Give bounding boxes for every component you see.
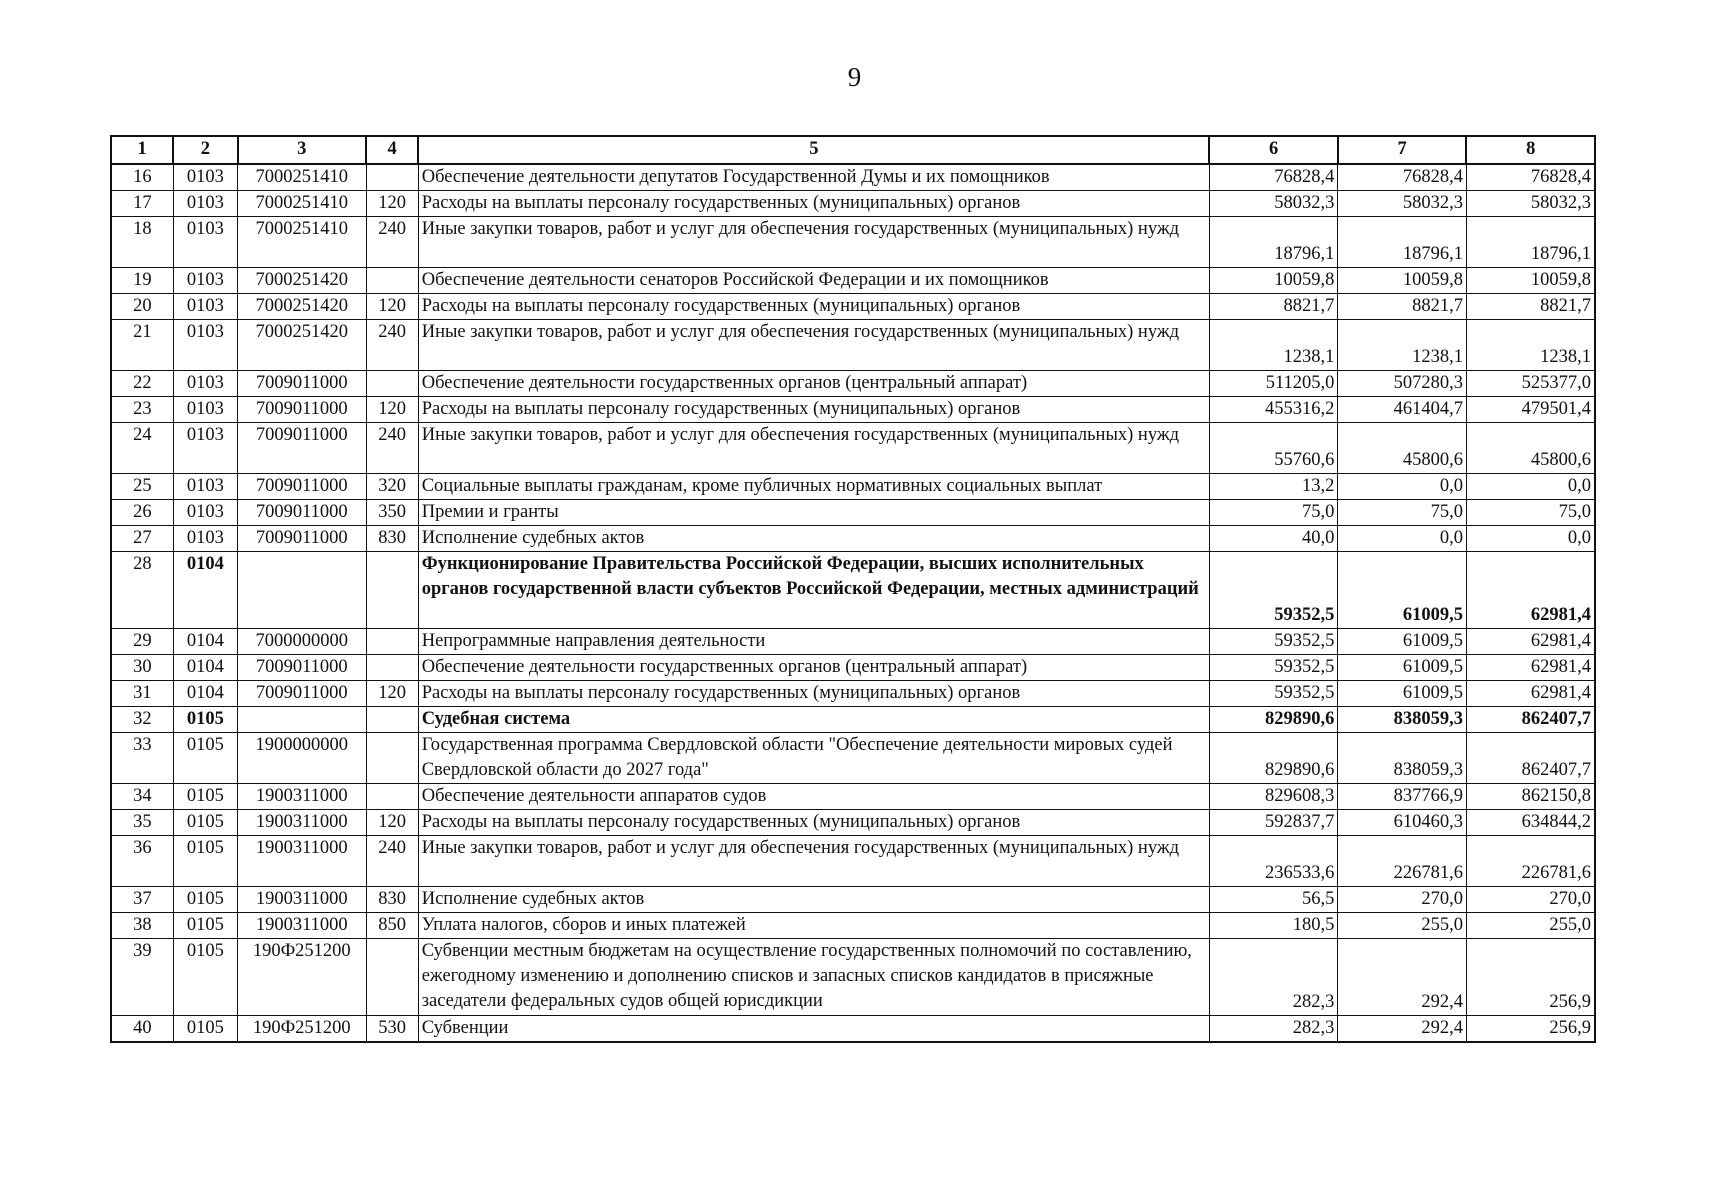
section-code: 0104 — [173, 629, 237, 655]
item-name: Уплата налогов, сборов и иных платежей — [418, 913, 1209, 939]
item-name: Обеспечение деятельности сенаторов Российской Федерации и их помощников — [418, 268, 1209, 294]
section-code: 0105 — [173, 913, 237, 939]
amount-col-6: 59352,5 — [1209, 552, 1338, 629]
row-number: 26 — [111, 500, 173, 526]
item-name: Обеспечение деятельности государственных органов (центральный аппарат) — [418, 655, 1209, 681]
table-row — [111, 939, 1595, 1016]
amount-col-8: 255,0 — [1466, 913, 1595, 939]
amount-col-8: 479501,4 — [1466, 397, 1595, 423]
expense-type — [366, 655, 418, 681]
amount-col-7: 507280,3 — [1338, 371, 1467, 397]
target-code — [238, 552, 367, 629]
expense-type: 240 — [366, 836, 418, 887]
row-number: 18 — [111, 217, 173, 268]
table-row — [111, 552, 1595, 629]
target-code: 1900311000 — [238, 810, 367, 836]
amount-col-6: 236533,6 — [1209, 836, 1338, 887]
header-col-3: 3 — [238, 136, 367, 164]
amount-col-8: 862407,7 — [1466, 733, 1595, 784]
section-code: 0105 — [173, 733, 237, 784]
page-number: 9 — [847, 62, 862, 92]
table-row — [111, 836, 1595, 887]
item-name: Расходы на выплаты персоналу государственных (муниципальных) органов — [418, 397, 1209, 423]
row-number: 40 — [111, 1016, 173, 1043]
row-number: 32 — [111, 707, 173, 733]
amount-col-8: 58032,3 — [1466, 191, 1595, 217]
target-code: 7009011000 — [238, 371, 367, 397]
section-code: 0105 — [173, 887, 237, 913]
amount-col-7: 610460,3 — [1338, 810, 1467, 836]
amount-col-7: 255,0 — [1338, 913, 1467, 939]
amount-col-8: 634844,2 — [1466, 810, 1595, 836]
amount-col-7: 0,0 — [1338, 474, 1467, 500]
amount-col-8: 62981,4 — [1466, 552, 1595, 629]
table-row — [111, 913, 1595, 939]
amount-col-6: 592837,7 — [1209, 810, 1338, 836]
section-code: 0105 — [173, 939, 237, 1016]
target-code: 1900311000 — [238, 887, 367, 913]
item-name: Иные закупки товаров, работ и услуг для обеспечения государственных (муниципальных) нужд — [418, 423, 1209, 474]
table-row — [111, 887, 1595, 913]
amount-col-8: 0,0 — [1466, 526, 1595, 552]
amount-col-8: 10059,8 — [1466, 268, 1595, 294]
amount-col-8: 76828,4 — [1466, 164, 1595, 191]
amount-col-7: 837766,9 — [1338, 784, 1467, 810]
target-code: 1900000000 — [238, 733, 367, 784]
amount-col-6: 10059,8 — [1209, 268, 1338, 294]
target-code: 7009011000 — [238, 397, 367, 423]
expense-type: 850 — [366, 913, 418, 939]
target-code: 7000251420 — [238, 268, 367, 294]
header-col-1: 1 — [111, 136, 173, 164]
row-number: 30 — [111, 655, 173, 681]
expense-type: 120 — [366, 397, 418, 423]
item-name: Государственная программа Свердловской области "Обеспечение деятельности мировых судей Свердловской области до 2027 года" — [418, 733, 1209, 784]
amount-col-8: 525377,0 — [1466, 371, 1595, 397]
header-col-4: 4 — [366, 136, 418, 164]
expense-type: 120 — [366, 681, 418, 707]
item-name: Расходы на выплаты персоналу государственных (муниципальных) органов — [418, 681, 1209, 707]
row-number: 25 — [111, 474, 173, 500]
expense-type — [366, 707, 418, 733]
amount-col-8: 62981,4 — [1466, 629, 1595, 655]
table-row — [111, 191, 1595, 217]
section-code: 0105 — [173, 810, 237, 836]
table-row — [111, 397, 1595, 423]
row-number: 31 — [111, 681, 173, 707]
item-name: Расходы на выплаты персоналу государственных (муниципальных) органов — [418, 810, 1209, 836]
section-code: 0103 — [173, 217, 237, 268]
amount-col-7: 292,4 — [1338, 1016, 1467, 1043]
row-number: 16 — [111, 164, 173, 191]
header-col-2: 2 — [173, 136, 237, 164]
section-code: 0103 — [173, 268, 237, 294]
row-number: 19 — [111, 268, 173, 294]
item-name: Иные закупки товаров, работ и услуг для обеспечения государственных (муниципальных) нужд — [418, 217, 1209, 268]
expense-type: 830 — [366, 887, 418, 913]
section-code: 0105 — [173, 784, 237, 810]
amount-col-6: 40,0 — [1209, 526, 1338, 552]
amount-col-6: 180,5 — [1209, 913, 1338, 939]
amount-col-6: 455316,2 — [1209, 397, 1338, 423]
target-code: 1900311000 — [238, 836, 367, 887]
item-name: Исполнение судебных актов — [418, 526, 1209, 552]
amount-col-7: 45800,6 — [1338, 423, 1467, 474]
expense-type: 240 — [366, 423, 418, 474]
table-row — [111, 423, 1595, 474]
item-name: Функционирование Правительства Российской Федерации, высших исполнительных органов государственной власти субъектов Российской Федерации, местных администраций — [418, 552, 1209, 629]
target-code: 1900311000 — [238, 784, 367, 810]
amount-col-7: 0,0 — [1338, 526, 1467, 552]
section-code: 0103 — [173, 474, 237, 500]
target-code: 7000251410 — [238, 164, 367, 191]
item-name: Субвенции местным бюджетам на осуществление государственных полномочий по составлению, ежегодному изменению и дополнению списков и запасных списков кандидатов в присяжные заседатели федеральных судов общей юрисдикции — [418, 939, 1209, 1016]
expense-type — [366, 164, 418, 191]
header-row — [111, 136, 1595, 164]
section-code: 0105 — [173, 1016, 237, 1043]
expense-type: 530 — [366, 1016, 418, 1043]
header-col-7: 7 — [1338, 136, 1467, 164]
table-row — [111, 474, 1595, 500]
amount-col-7: 61009,5 — [1338, 552, 1467, 629]
row-number: 17 — [111, 191, 173, 217]
target-code: 7009011000 — [238, 423, 367, 474]
item-name: Обеспечение деятельности аппаратов судов — [418, 784, 1209, 810]
amount-col-6: 59352,5 — [1209, 629, 1338, 655]
section-code: 0103 — [173, 191, 237, 217]
expense-type — [366, 733, 418, 784]
section-code: 0103 — [173, 526, 237, 552]
row-number: 29 — [111, 629, 173, 655]
amount-col-7: 292,4 — [1338, 939, 1467, 1016]
section-code: 0103 — [173, 423, 237, 474]
row-number: 22 — [111, 371, 173, 397]
table-body — [111, 164, 1595, 1042]
amount-col-7: 10059,8 — [1338, 268, 1467, 294]
section-code: 0104 — [173, 681, 237, 707]
amount-col-7: 61009,5 — [1338, 629, 1467, 655]
header-col-6: 6 — [1209, 136, 1338, 164]
amount-col-6: 511205,0 — [1209, 371, 1338, 397]
amount-col-8: 75,0 — [1466, 500, 1595, 526]
table-row — [111, 320, 1595, 371]
amount-col-7: 270,0 — [1338, 887, 1467, 913]
expense-type — [366, 268, 418, 294]
row-number: 35 — [111, 810, 173, 836]
row-number: 28 — [111, 552, 173, 629]
amount-col-6: 18796,1 — [1209, 217, 1338, 268]
amount-col-6: 829890,6 — [1209, 707, 1338, 733]
amount-col-6: 829890,6 — [1209, 733, 1338, 784]
table-row — [111, 655, 1595, 681]
budget-table — [110, 135, 1596, 1043]
row-number: 23 — [111, 397, 173, 423]
expense-type: 350 — [366, 500, 418, 526]
amount-col-8: 62981,4 — [1466, 655, 1595, 681]
section-code: 0103 — [173, 397, 237, 423]
target-code: 7009011000 — [238, 526, 367, 552]
amount-col-6: 282,3 — [1209, 939, 1338, 1016]
item-name: Иные закупки товаров, работ и услуг для обеспечения государственных (муниципальных) нужд — [418, 320, 1209, 371]
amount-col-8: 0,0 — [1466, 474, 1595, 500]
target-code: 7009011000 — [238, 474, 367, 500]
amount-col-7: 838059,3 — [1338, 707, 1467, 733]
row-number: 36 — [111, 836, 173, 887]
table-row — [111, 500, 1595, 526]
item-name: Непрограммные направления деятельности — [418, 629, 1209, 655]
amount-col-6: 76828,4 — [1209, 164, 1338, 191]
amount-col-7: 61009,5 — [1338, 681, 1467, 707]
row-number: 37 — [111, 887, 173, 913]
row-number: 39 — [111, 939, 173, 1016]
amount-col-6: 75,0 — [1209, 500, 1338, 526]
section-code: 0103 — [173, 294, 237, 320]
target-code: 7009011000 — [238, 681, 367, 707]
amount-col-8: 45800,6 — [1466, 423, 1595, 474]
amount-col-8: 226781,6 — [1466, 836, 1595, 887]
item-name: Обеспечение деятельности государственных органов (центральный аппарат) — [418, 371, 1209, 397]
amount-col-6: 8821,7 — [1209, 294, 1338, 320]
amount-col-8: 256,9 — [1466, 1016, 1595, 1043]
table-row — [111, 217, 1595, 268]
item-name: Социальные выплаты гражданам, кроме публичных нормативных социальных выплат — [418, 474, 1209, 500]
expense-type: 120 — [366, 294, 418, 320]
amount-col-6: 56,5 — [1209, 887, 1338, 913]
section-code: 0103 — [173, 320, 237, 371]
table-row — [111, 294, 1595, 320]
item-name: Расходы на выплаты персоналу государственных (муниципальных) органов — [418, 191, 1209, 217]
expense-type — [366, 371, 418, 397]
item-name: Судебная система — [418, 707, 1209, 733]
item-name: Расходы на выплаты персоналу государственных (муниципальных) органов — [418, 294, 1209, 320]
amount-col-7: 76828,4 — [1338, 164, 1467, 191]
section-code: 0103 — [173, 371, 237, 397]
amount-col-7: 226781,6 — [1338, 836, 1467, 887]
target-code: 7000251410 — [238, 217, 367, 268]
amount-col-8: 256,9 — [1466, 939, 1595, 1016]
target-code: 190Ф251200 — [238, 1016, 367, 1043]
section-code: 0105 — [173, 707, 237, 733]
section-code: 0103 — [173, 164, 237, 191]
item-name: Субвенции — [418, 1016, 1209, 1043]
amount-col-7: 838059,3 — [1338, 733, 1467, 784]
expense-type: 120 — [366, 810, 418, 836]
amount-col-6: 829608,3 — [1209, 784, 1338, 810]
target-code: 190Ф251200 — [238, 939, 367, 1016]
table-row — [111, 810, 1595, 836]
target-code: 7009011000 — [238, 500, 367, 526]
table-row — [111, 784, 1595, 810]
expense-type: 320 — [366, 474, 418, 500]
amount-col-7: 75,0 — [1338, 500, 1467, 526]
amount-col-6: 282,3 — [1209, 1016, 1338, 1043]
amount-col-7: 8821,7 — [1338, 294, 1467, 320]
amount-col-8: 8821,7 — [1466, 294, 1595, 320]
table-row — [111, 681, 1595, 707]
target-code: 1900311000 — [238, 913, 367, 939]
amount-col-8: 18796,1 — [1466, 217, 1595, 268]
table-row — [111, 733, 1595, 784]
item-name: Обеспечение деятельности депутатов Государственной Думы и их помощников — [418, 164, 1209, 191]
target-code: 7000251410 — [238, 191, 367, 217]
amount-col-7: 18796,1 — [1338, 217, 1467, 268]
table-row — [111, 629, 1595, 655]
table-row — [111, 526, 1595, 552]
amount-col-7: 58032,3 — [1338, 191, 1467, 217]
header-col-5: 5 — [418, 136, 1209, 164]
expense-type — [366, 939, 418, 1016]
amount-col-7: 461404,7 — [1338, 397, 1467, 423]
item-name: Премии и гранты — [418, 500, 1209, 526]
target-code: 7000000000 — [238, 629, 367, 655]
target-code: 7009011000 — [238, 655, 367, 681]
table-row — [111, 164, 1595, 191]
amount-col-7: 61009,5 — [1338, 655, 1467, 681]
row-number: 24 — [111, 423, 173, 474]
amount-col-8: 862150,8 — [1466, 784, 1595, 810]
row-number: 34 — [111, 784, 173, 810]
item-name: Иные закупки товаров, работ и услуг для обеспечения государственных (муниципальных) нужд — [418, 836, 1209, 887]
target-code — [238, 707, 367, 733]
amount-col-7: 1238,1 — [1338, 320, 1467, 371]
row-number: 38 — [111, 913, 173, 939]
expense-type: 120 — [366, 191, 418, 217]
amount-col-6: 55760,6 — [1209, 423, 1338, 474]
amount-col-6: 13,2 — [1209, 474, 1338, 500]
amount-col-8: 270,0 — [1466, 887, 1595, 913]
amount-col-8: 1238,1 — [1466, 320, 1595, 371]
section-code: 0104 — [173, 655, 237, 681]
amount-col-6: 59352,5 — [1209, 655, 1338, 681]
expense-type: 240 — [366, 217, 418, 268]
amount-col-6: 59352,5 — [1209, 681, 1338, 707]
expense-type — [366, 784, 418, 810]
row-number: 21 — [111, 320, 173, 371]
section-code: 0105 — [173, 836, 237, 887]
expense-type — [366, 629, 418, 655]
header-col-8: 8 — [1466, 136, 1595, 164]
amount-col-6: 58032,3 — [1209, 191, 1338, 217]
expense-type: 830 — [366, 526, 418, 552]
row-number: 27 — [111, 526, 173, 552]
table-header — [111, 136, 1595, 164]
table-row — [111, 1016, 1595, 1043]
amount-col-8: 62981,4 — [1466, 681, 1595, 707]
item-name: Исполнение судебных актов — [418, 887, 1209, 913]
target-code: 7000251420 — [238, 320, 367, 371]
expense-type — [366, 552, 418, 629]
target-code: 7000251420 — [238, 294, 367, 320]
amount-col-8: 862407,7 — [1466, 707, 1595, 733]
table-row — [111, 268, 1595, 294]
section-code: 0103 — [173, 500, 237, 526]
expense-type: 240 — [366, 320, 418, 371]
amount-col-6: 1238,1 — [1209, 320, 1338, 371]
row-number: 33 — [111, 733, 173, 784]
table-row — [111, 707, 1595, 733]
section-code: 0104 — [173, 552, 237, 629]
table-row — [111, 371, 1595, 397]
row-number: 20 — [111, 294, 173, 320]
